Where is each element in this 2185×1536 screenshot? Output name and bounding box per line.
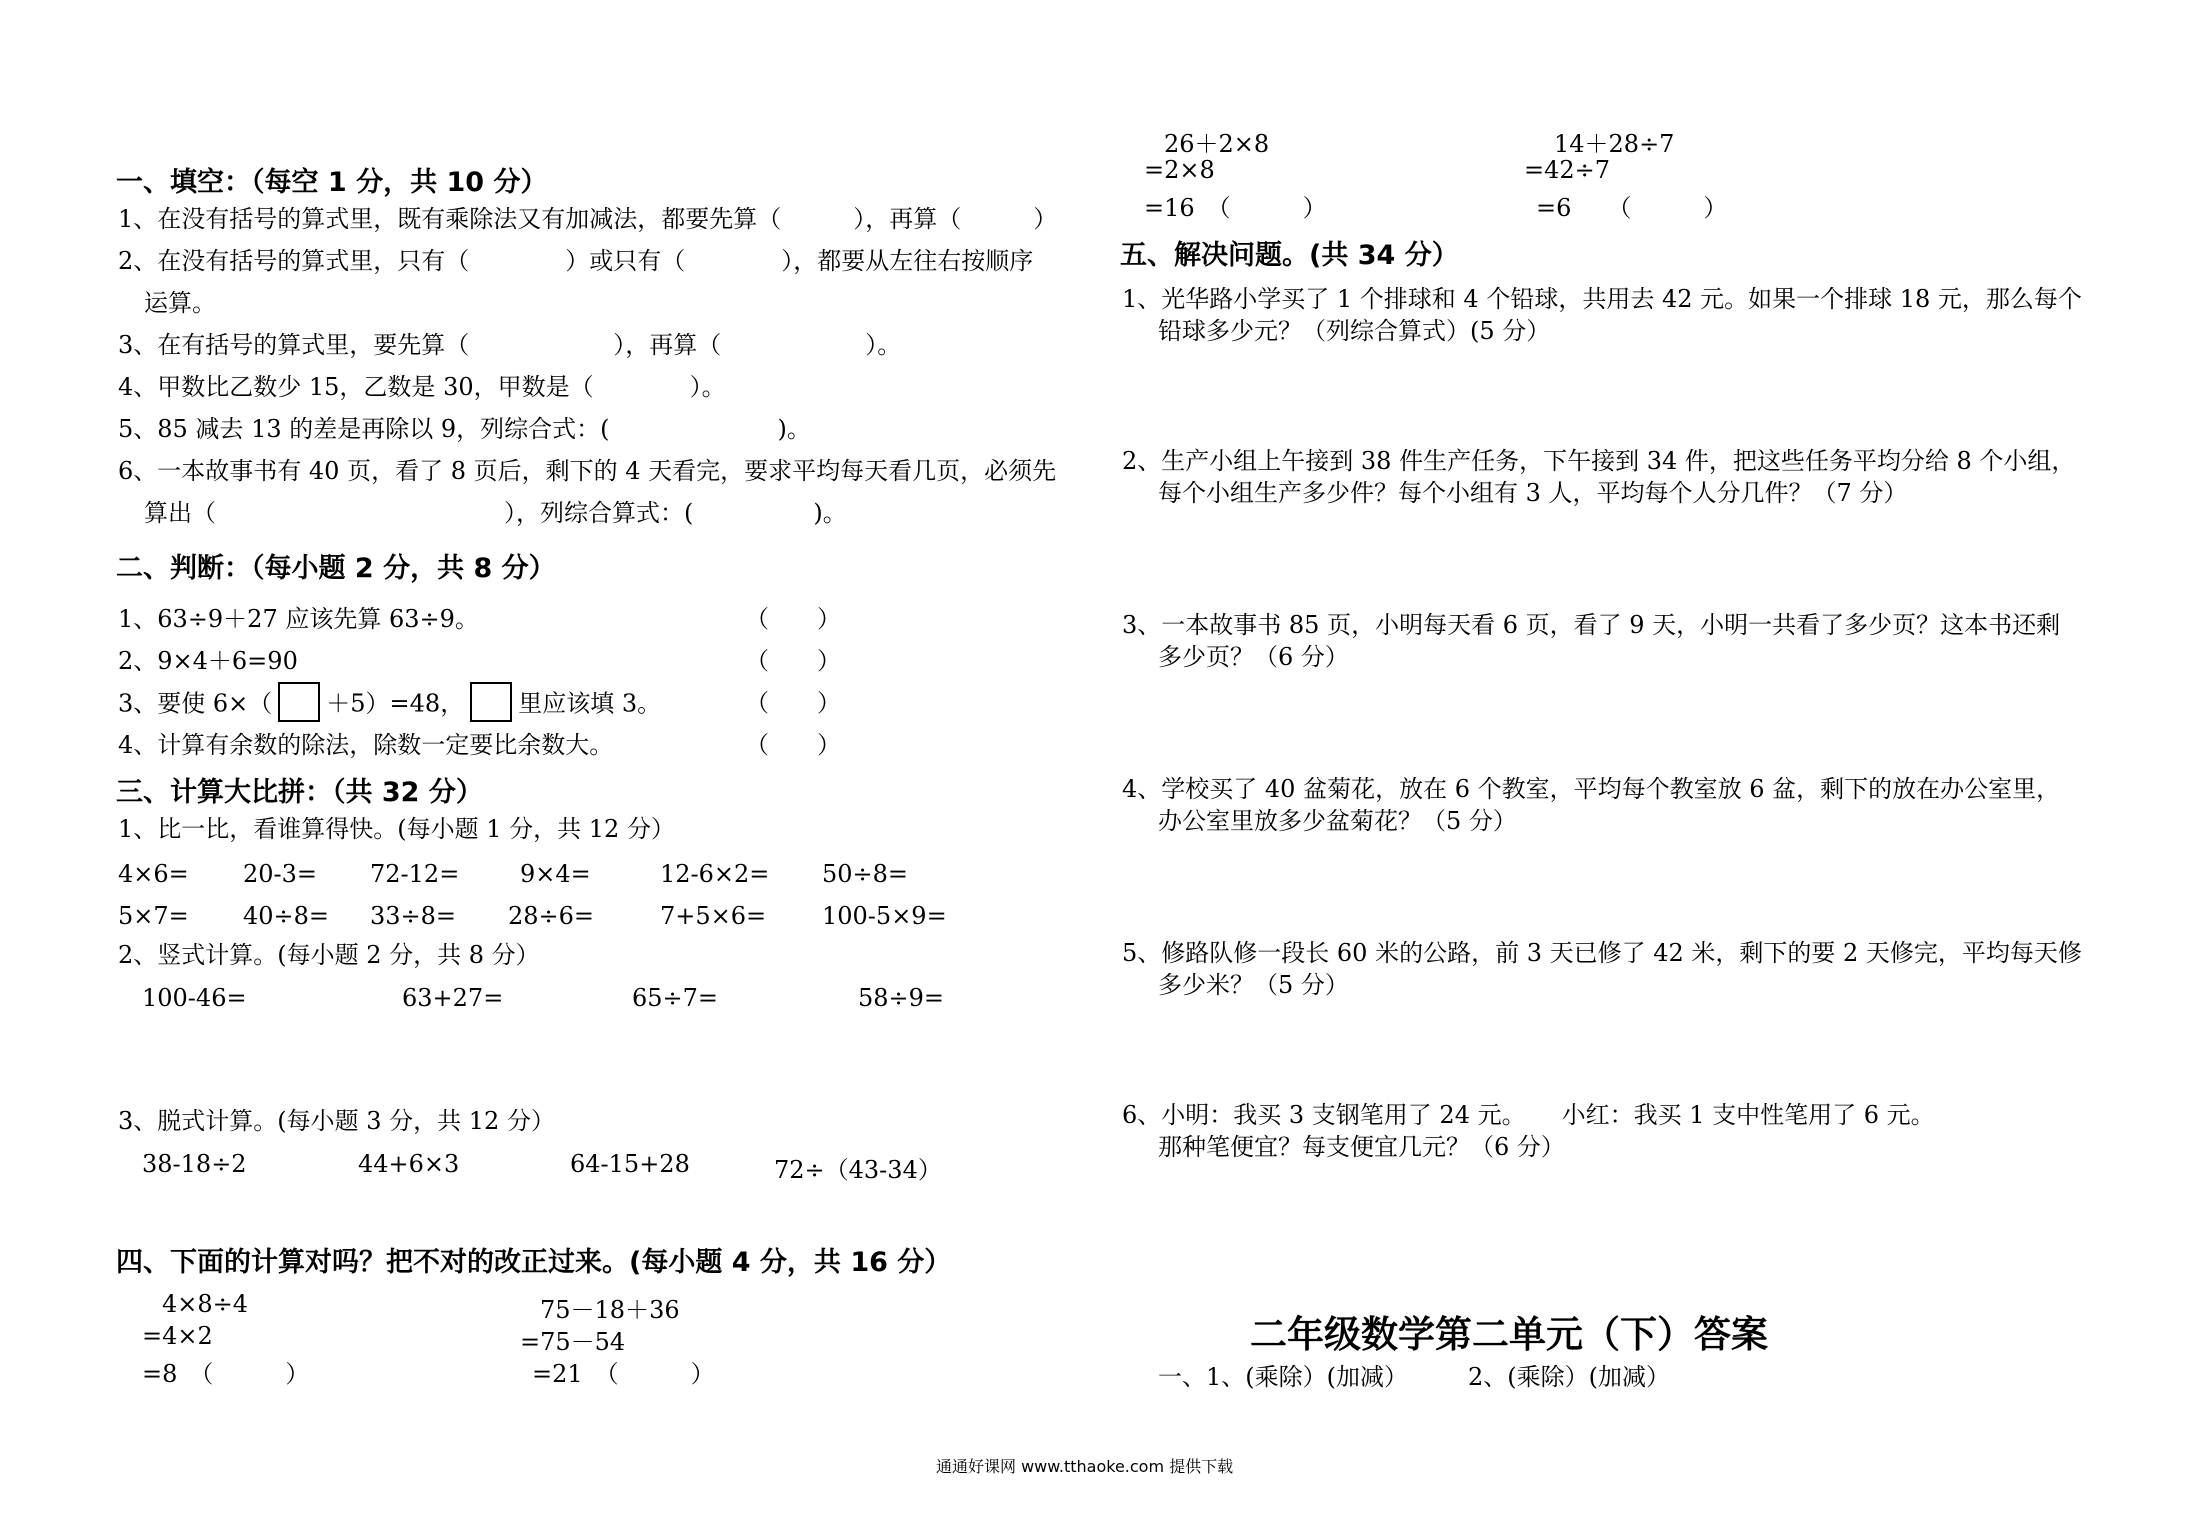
problem-1-line-2: 铅球多少元？（列综合算式）(5 分） xyxy=(1158,317,1551,345)
quick-calc-cell: 100-5×9= xyxy=(822,902,947,930)
problem-2-line-2: 每个小组生产多少件？每个小组有 3 人，平均每个人分几件？（7 分） xyxy=(1158,479,1908,507)
quick-calc-cell: 50÷8= xyxy=(822,860,909,888)
correction-calc-line: 26＋2×8 xyxy=(1164,130,1270,158)
answers-line: 一、1、(乘除）(加减） 2、(乘除）(加减） xyxy=(1158,1363,1670,1391)
stepwise-calc-cell: 44+6×3 xyxy=(358,1150,460,1178)
problem-1-line-1: 1、光华路小学买了 1 个排球和 4 个铅球，共用去 42 元。如果一个排球 18 元，那么每个 xyxy=(1122,285,2082,313)
judge-item-2: 2、9×4＋6=90 xyxy=(118,647,298,675)
judge-item-3-part-c: 里应该填 3。 xyxy=(518,689,662,718)
section-3-heading: 三、计算大比拼：（共 32 分） xyxy=(116,777,483,808)
judge-item-3 xyxy=(118,688,661,722)
quick-calc-cell: 5×7= xyxy=(118,902,189,930)
quick-calc-cell: 7+5×6= xyxy=(660,902,767,930)
footer-credit: 通通好课网 www.tthaoke.com 提供下载 xyxy=(936,1457,1234,1476)
quick-calc-cell: 20-3= xyxy=(243,860,318,888)
stepwise-calc-cell: 64-15+28 xyxy=(570,1150,690,1178)
vertical-calc-cell: 58÷9= xyxy=(858,984,945,1012)
correction-calc-line: 14＋28÷7 xyxy=(1554,130,1675,158)
fill-item-4: 4、甲数比乙数少 15，乙数是 30，甲数是（ ）。 xyxy=(118,373,726,401)
quick-calc-cell: 72-12= xyxy=(370,860,460,888)
quick-calc-cell: 9×4= xyxy=(520,860,591,888)
correction-calc-line: 4×8÷4 xyxy=(162,1290,249,1318)
fill-item-3: 3、在有括号的算式里，要先算（ ），再算（ ）。 xyxy=(118,331,902,359)
fill-item-2: 2、在没有括号的算式里，只有（ ）或只有（ ），都要从左往右按顺序 xyxy=(118,247,1034,275)
quick-calc-cell: 4×6= xyxy=(118,860,189,888)
correction-calc-line: =4×2 xyxy=(142,1322,213,1350)
stepwise-calc-cell: 38-18÷2 xyxy=(142,1150,247,1178)
problem-4-line-2: 办公室里放多少盆菊花？（5 分） xyxy=(1158,807,1517,835)
quick-calc-cell: 40÷8= xyxy=(243,902,330,930)
judge-paren-2: （ ） xyxy=(745,647,841,675)
calc-sub-2: 2、竖式计算。(每小题 2 分，共 8 分） xyxy=(118,941,540,969)
judge-item-3-part-b: ＋5）=48， xyxy=(326,689,465,718)
calc-sub-1: 1、比一比，看谁算得快。(每小题 1 分，共 12 分） xyxy=(118,815,675,843)
judge-paren-4: （ ） xyxy=(745,731,841,759)
correction-calc-line: =75－54 xyxy=(520,1328,626,1356)
calc-sub-3: 3、脱式计算。(每小题 3 分，共 12 分） xyxy=(118,1107,555,1135)
vertical-calc-cell: 100-46= xyxy=(142,984,247,1012)
fill-item-6: 6、一本故事书有 40 页，看了 8 页后，剩下的 4 天看完，要求平均每天看几页，必须先 xyxy=(118,457,1057,485)
correction-calc-line: =42÷7 xyxy=(1524,156,1611,184)
correction-calc-line: =8 （ ） xyxy=(142,1360,310,1388)
judge-paren-3: （ ） xyxy=(745,689,841,717)
judge-item-4: 4、计算有余数的除法，除数一定要比余数大。 xyxy=(118,731,614,759)
correction-calc-line: 75－18＋36 xyxy=(540,1296,680,1324)
problem-3-line-2: 多少页？（6 分） xyxy=(1158,643,1349,671)
fill-item-6-cont: 算出（ ），列综合算式：( )。 xyxy=(144,499,847,527)
fill-item-2-cont: 运算。 xyxy=(144,289,216,317)
correction-calc-line: =6 （ ） xyxy=(1536,194,1728,222)
quick-calc-cell: 12-6×2= xyxy=(660,860,770,888)
section-2-heading: 二、判断：（每小题 2 分，共 8 分） xyxy=(116,553,556,584)
judge-paren-1: （ ） xyxy=(745,605,841,633)
vertical-calc-cell: 63+27= xyxy=(402,984,504,1012)
problem-6-line-1: 6、小明：我买 3 支钢笔用了 24 元。 小红：我买 1 支中性笔用了 6 元。 xyxy=(1122,1101,1935,1129)
problem-5-line-2: 多少米？（5 分） xyxy=(1158,971,1349,999)
judge-item-3-part-a: 3、要使 6×（ xyxy=(118,689,273,718)
problem-3-line-1: 3、一本故事书 85 页，小明每天看 6 页，看了 9 天，小明一共看了多少页？这本书还剩 xyxy=(1122,611,2061,639)
quick-calc-cell: 28÷6= xyxy=(508,902,595,930)
blank-box xyxy=(470,682,512,722)
correction-calc-line: =2×8 xyxy=(1144,156,1215,184)
section-1-heading: 一、填空：（每空 1 分，共 10 分） xyxy=(116,167,548,198)
correction-calc-line: =16 （ ） xyxy=(1144,194,1327,222)
judge-item-1: 1、63÷9＋27 应该先算 63÷9。 xyxy=(118,605,479,633)
correction-calc-line: =21 （ ） xyxy=(532,1360,715,1388)
problem-5-line-1: 5、修路队修一段长 60 米的公路，前 3 天已修了 42 米，剩下的要 2 天修完，平均每天修 xyxy=(1122,939,2082,967)
problem-6-line-2: 那种笔便宜？每支便宜几元？（6 分） xyxy=(1158,1133,1565,1161)
stepwise-calc-cell: 72÷（43-34） xyxy=(774,1156,942,1184)
problem-4-line-1: 4、学校买了 40 盆菊花，放在 6 个教室，平均每个教室放 6 盆，剩下的放在办公室里， xyxy=(1122,775,2061,803)
section-5-heading: 五、解决问题。(共 34 分） xyxy=(1120,240,1459,271)
vertical-calc-cell: 65÷7= xyxy=(632,984,719,1012)
problem-2-line-1: 2、生产小组上午接到 38 件生产任务，下午接到 34 件，把这些任务平均分给 8 个小组， xyxy=(1122,447,2076,475)
section-4-heading: 四、下面的计算对吗？把不对的改正过来。(每小题 4 分，共 16 分） xyxy=(116,1247,952,1278)
fill-item-1: 1、在没有括号的算式里，既有乘除法又有加减法，都要先算（ ），再算（ ） xyxy=(118,205,1058,233)
fill-item-5: 5、85 减去 13 的差是再除以 9，列综合式：( )。 xyxy=(118,415,811,443)
answers-title: 二年级数学第二单元（下）答案 xyxy=(1250,1313,1768,1356)
blank-box xyxy=(278,682,320,722)
quick-calc-cell: 33÷8= xyxy=(370,902,457,930)
